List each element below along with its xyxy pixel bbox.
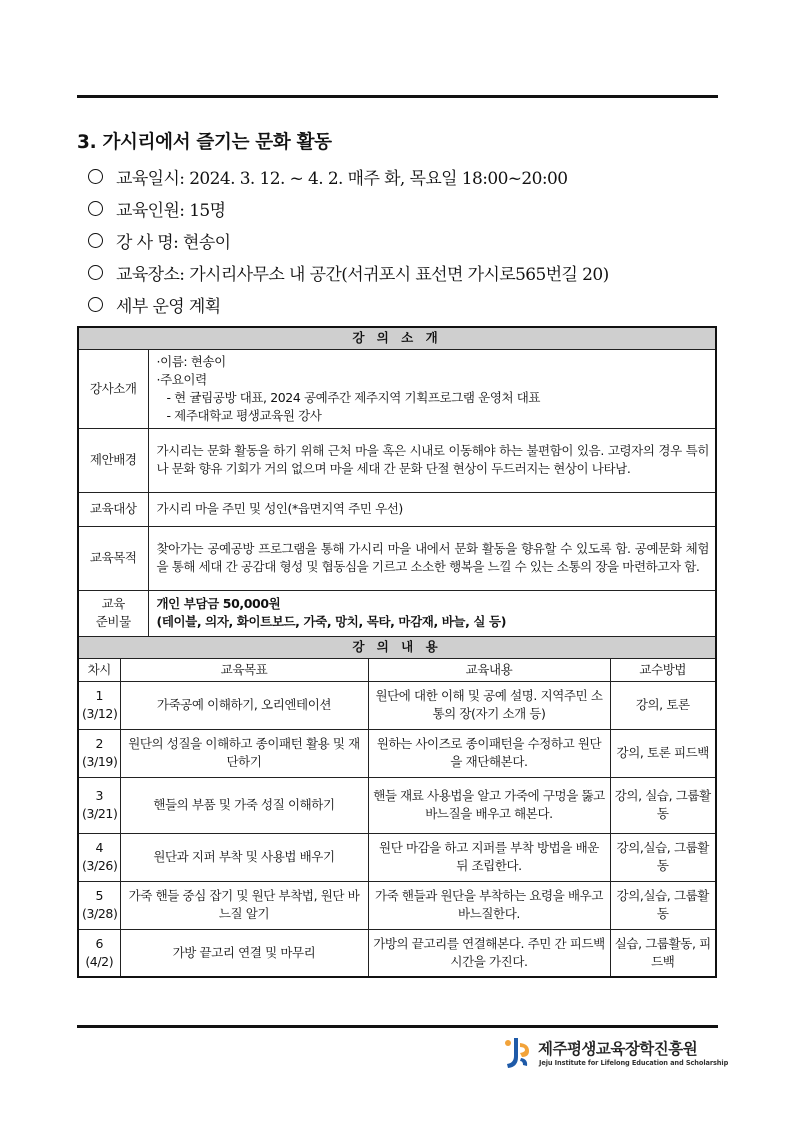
- background-text: 가시리는 문화 활동을 하기 위해 근처 마을 혹은 시내로 이동해야 하는 불편함이 있음. 고령자의 경우 특히나 문화 향유 기회가 거의 없으며 마을 세대 간 문화 단절 현상이 두드러지는 현상이 나타남.: [148, 428, 716, 492]
- target-label: 교육대상: [78, 492, 148, 526]
- method-cell: 강의, 토론: [610, 681, 716, 729]
- method-cell: 강의, 실습, 그룹활동: [610, 777, 716, 833]
- method-cell: 강의, 토론 피드백: [610, 729, 716, 777]
- institute-emblem-icon: [502, 1035, 532, 1071]
- program-table: [77, 326, 717, 978]
- session-cell: 3 (3/21): [78, 777, 120, 833]
- instructor-info: ·이름: 현송이 ·주요이력 - 현 귤림공방 대표, 2024 공예주간 제주지역 기획프로그램 운영처 대표 - 제주대학교 평생교육원 강사: [148, 349, 716, 428]
- content-columns-row: [78, 658, 716, 681]
- goal-cell: 원단의 성질을 이해하고 종이패턴 활용 및 재단하기: [120, 729, 368, 777]
- target-text: 가시리 마을 주민 및 성인(*읍면지역 주민 우선): [148, 492, 716, 526]
- bullet-item-schedule: 교육일시: 2024. 3. 12. ~ 4. 2. 매주 화, 목요일 18:00~20:00: [86, 160, 726, 192]
- supplies-row: [78, 590, 716, 636]
- table-row: [78, 729, 716, 777]
- section-title: 3. 가시리에서 즐기는 문화 활동: [77, 132, 332, 153]
- background-row: [78, 428, 716, 492]
- bullet-item-instructor: 강 사 명: 현송이: [86, 224, 726, 256]
- target-row: [78, 492, 716, 526]
- circle-bullet-icon: [88, 233, 103, 248]
- institute-name-english: Jeju Institute for Lifelong Education and Scholarship: [539, 1059, 729, 1067]
- instructor-label: 강사소개: [78, 349, 148, 428]
- table-row: [78, 929, 716, 977]
- circle-bullet-icon: [88, 201, 103, 216]
- bottom-rule: [77, 1025, 718, 1028]
- method-cell: 강의,실습, 그룹활동: [610, 881, 716, 929]
- table-row: [78, 833, 716, 881]
- purpose-label: 교육목적: [78, 526, 148, 590]
- background-label: 제안배경: [78, 428, 148, 492]
- content-cell: 핸들 재료 사용법을 알고 가죽에 구멍을 뚫고 바느질을 배우고 해본다.: [368, 777, 610, 833]
- bullet-item-capacity: 교육인원: 15명: [86, 192, 726, 224]
- method-cell: 실습, 그룹활동, 피드백: [610, 929, 716, 977]
- session-cell: 4 (3/26): [78, 833, 120, 881]
- goal-cell: 가방 끝고리 연결 및 마무리: [120, 929, 368, 977]
- content-header: 강 의 내 용: [78, 636, 716, 658]
- intro-header: 강 의 소 개: [78, 327, 716, 349]
- circle-bullet-icon: [88, 265, 103, 280]
- supplies-label: 교육 준비물: [78, 590, 148, 636]
- intro-header-row: [78, 327, 716, 349]
- institute-name-korean: 제주평생교육장학진흥원: [538, 1040, 698, 1058]
- content-cell: 원단 마감을 하고 지퍼를 부착 방법을 배운 뒤 조립한다.: [368, 833, 610, 881]
- session-cell: 6 (4/2): [78, 929, 120, 977]
- purpose-text: 찾아가는 공예공방 프로그램을 통해 가시리 마을 내에서 문화 활동을 향유할 수 있도록 함. 공예문화 체험을 통해 세대 간 공감대 형성 및 협동심을 기르고 소소한 행복을 느낄 수 있는 소통의 장을 마련하고자 함.: [148, 526, 716, 590]
- content-header-row: [78, 636, 716, 658]
- table-row: [78, 881, 716, 929]
- session-cell: 5 (3/28): [78, 881, 120, 929]
- top-rule: [77, 95, 718, 98]
- content-cell: 원하는 사이즈로 종이패턴을 수정하고 원단을 재단해본다.: [368, 729, 610, 777]
- content-cell: 가방의 끝고리를 연결해본다. 주민 간 피드백 시간을 가진다.: [368, 929, 610, 977]
- table-row: [78, 681, 716, 729]
- circle-bullet-icon: [88, 297, 103, 312]
- goal-cell: 핸들의 부품 및 가죽 성질 이해하기: [120, 777, 368, 833]
- column-header-goal: 교육목표: [120, 658, 368, 681]
- supplies-text: 개인 부담금 50,000원 (테이블, 의자, 화이트보드, 가죽, 망치, 목타, 마감재, 바늘, 실 등): [148, 590, 716, 636]
- goal-cell: 가죽공예 이해하기, 오리엔테이션: [120, 681, 368, 729]
- column-header-content: 교육내용: [368, 658, 610, 681]
- content-cell: 원단에 대한 이해 및 공예 설명. 지역주민 소통의 장(자기 소개 등): [368, 681, 610, 729]
- table-row: [78, 777, 716, 833]
- circle-bullet-icon: [88, 169, 103, 184]
- goal-cell: 가죽 핸들 중심 잡기 및 원단 부착법, 원단 바느질 알기: [120, 881, 368, 929]
- method-cell: 강의,실습, 그룹활동: [610, 833, 716, 881]
- column-header-session: 차시: [78, 658, 120, 681]
- content-cell: 가죽 핸들과 원단을 부착하는 요령을 배우고 바느질한다.: [368, 881, 610, 929]
- instructor-row: [78, 349, 716, 428]
- bullet-list: [86, 160, 726, 320]
- session-cell: 2 (3/19): [78, 729, 120, 777]
- purpose-row: [78, 526, 716, 590]
- session-cell: 1 (3/12): [78, 681, 120, 729]
- column-header-method: 교수방법: [610, 658, 716, 681]
- bullet-item-plan: 세부 운영 계획: [86, 288, 726, 320]
- institute-logo: [502, 1033, 727, 1073]
- goal-cell: 원단과 지퍼 부착 및 사용법 배우기: [120, 833, 368, 881]
- bullet-item-location: 교육장소: 가시리사무소 내 공간(서귀포시 표선면 가시로565번길 20): [86, 256, 726, 288]
